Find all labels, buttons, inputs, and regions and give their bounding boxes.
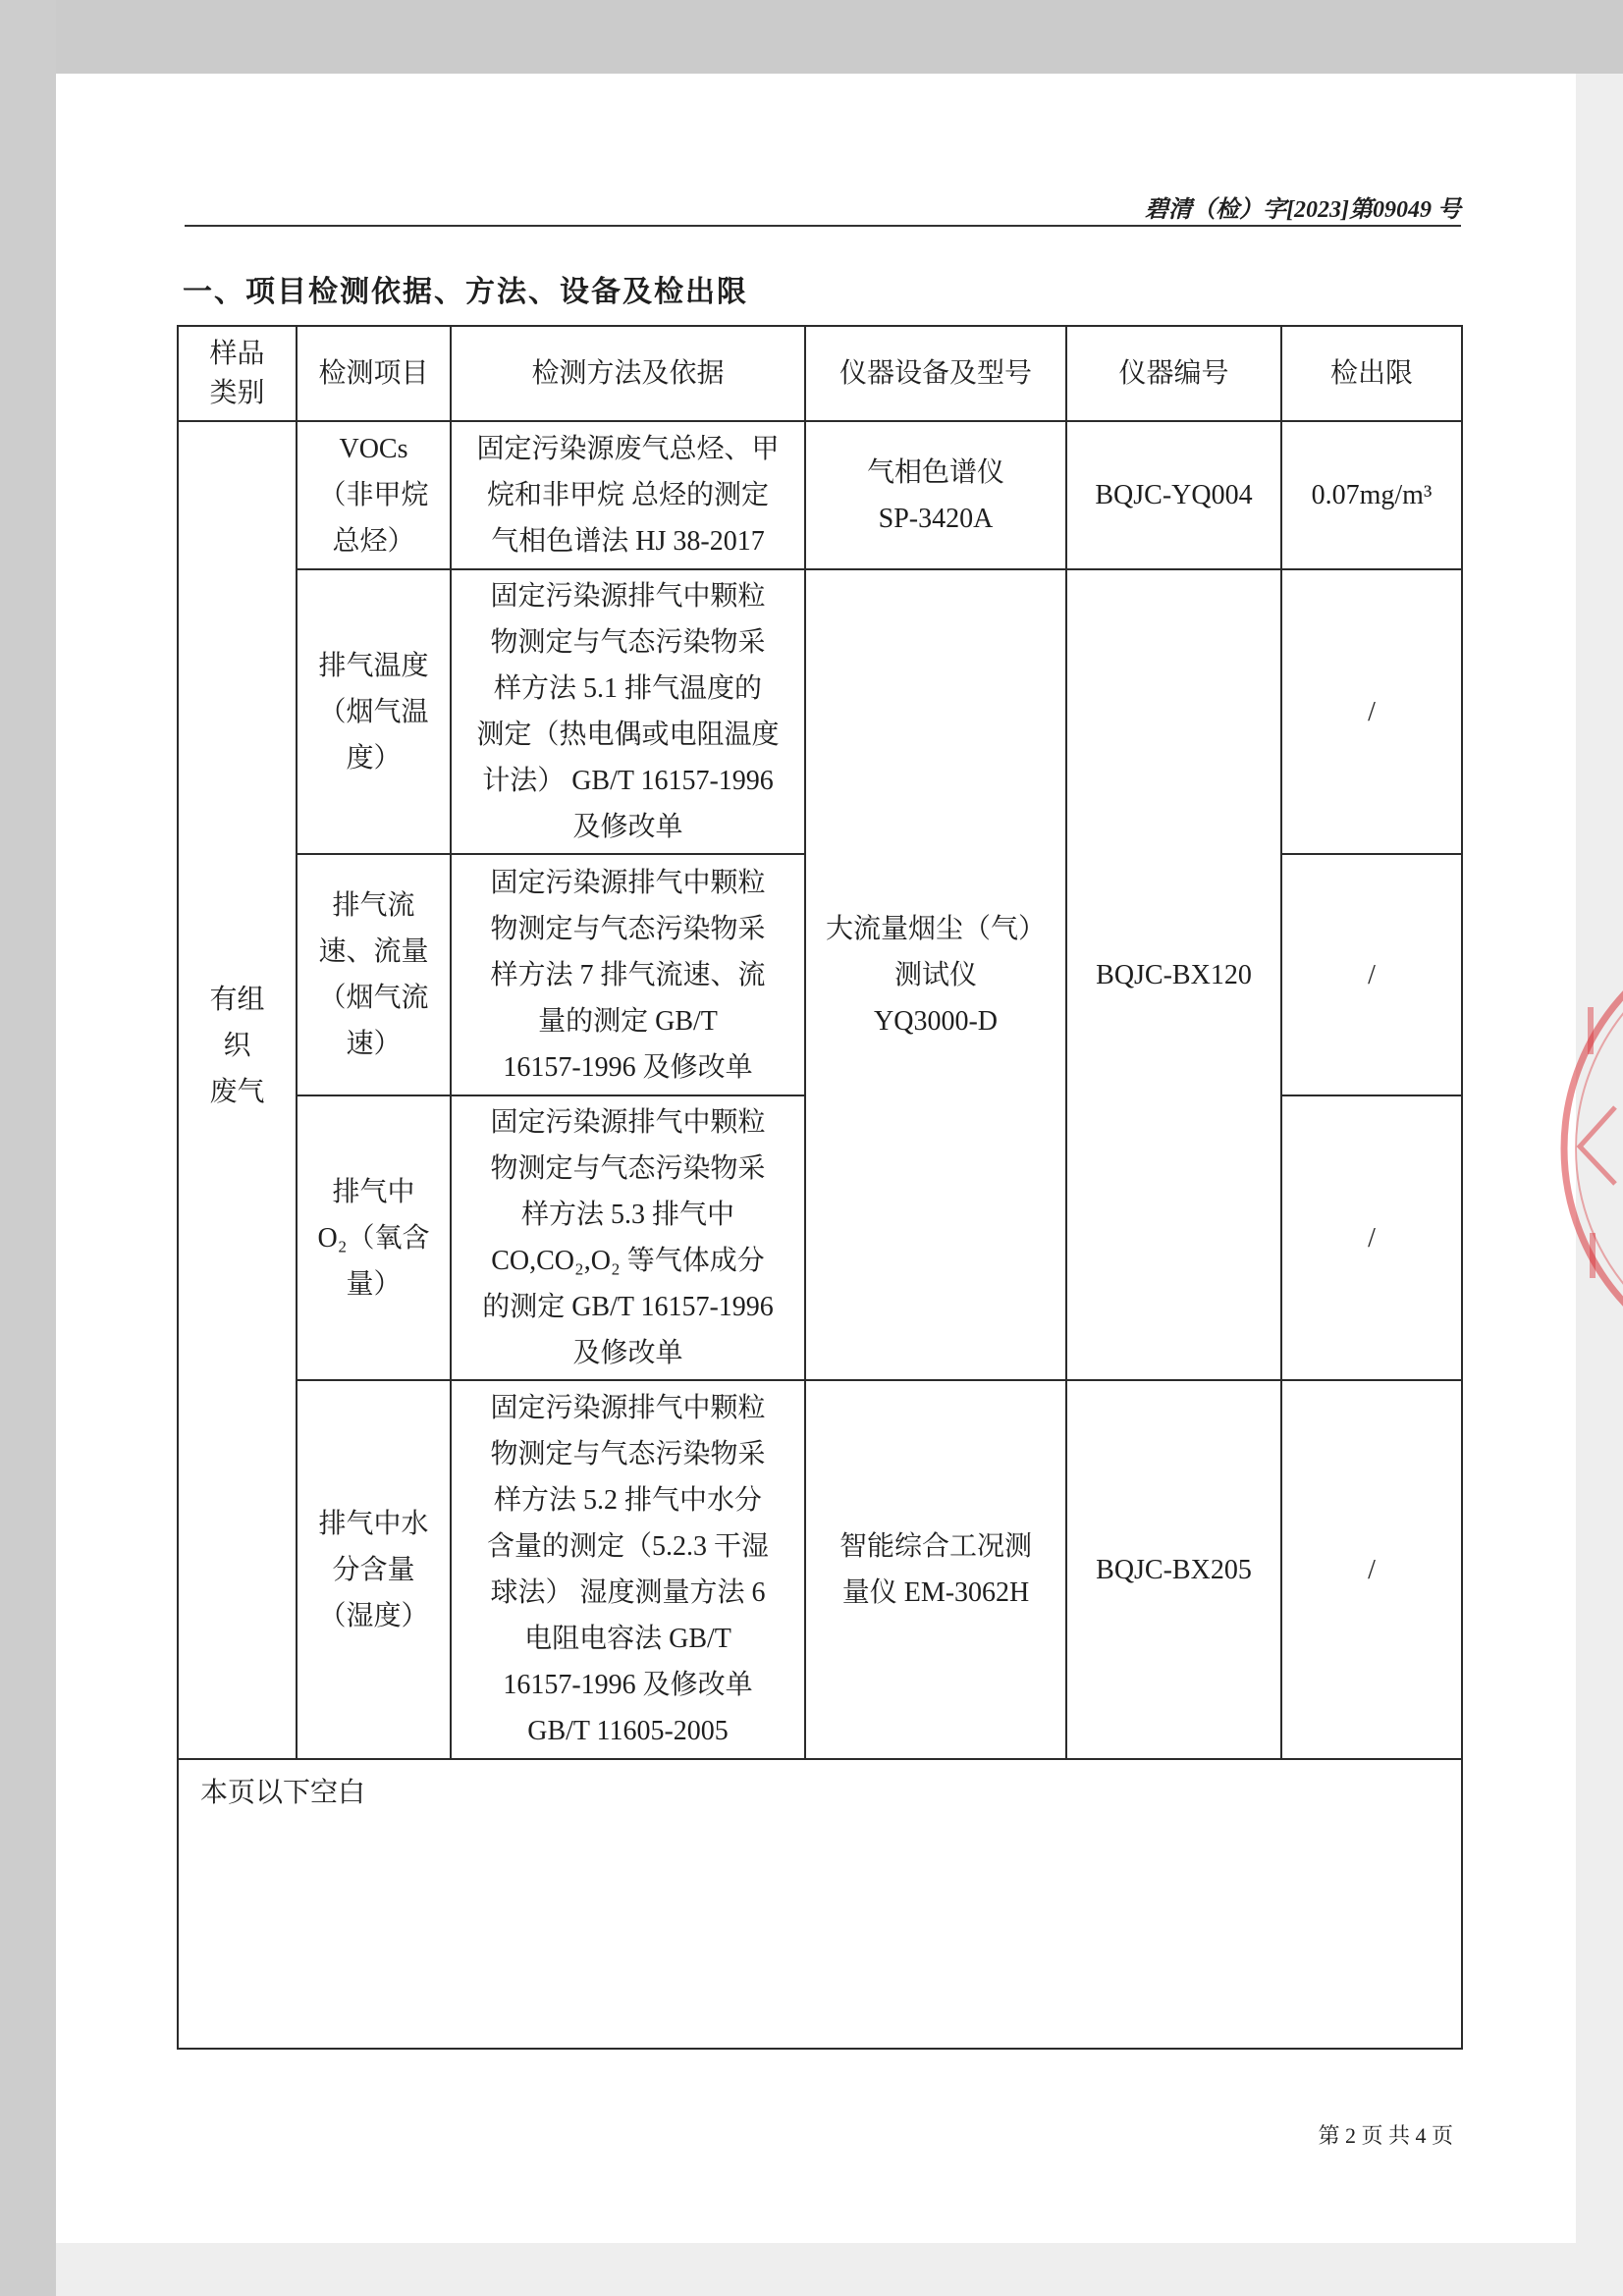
- header-test-item: 检测项目: [297, 326, 451, 421]
- table-header-row: [178, 326, 1462, 421]
- method-cell: 固定污染源排气中颗粒 物测定与气态污染物采 样方法 5.3 排气中 CO,CO₂,O₂ 等气体成分 的测定 GB/T 16157-1996 及修改单: [451, 1095, 805, 1380]
- test-item-cell: 排气中水 分含量 （湿度）: [297, 1380, 451, 1759]
- shared-instrument-cell: 大流量烟尘（气） 测试仪 YQ3000-D: [805, 569, 1066, 1380]
- header-detection-limit: 检出限: [1281, 326, 1462, 421]
- method-cell: 固定污染源废气总烃、甲 烷和非甲烷 总烃的测定 气相色谱法 HJ 38-2017: [451, 421, 805, 569]
- header-instrument: 仪器设备及型号: [805, 326, 1066, 421]
- detection-limit-cell: /: [1281, 569, 1462, 854]
- header-instrument-no: 仪器编号: [1066, 326, 1281, 421]
- table-row: [178, 421, 1462, 569]
- detection-basis-table: [177, 325, 1463, 2050]
- detection-limit-cell: /: [1281, 1095, 1462, 1380]
- method-cell: 固定污染源排气中颗粒 物测定与气态污染物采 样方法 5.1 排气温度的 测定（热电偶或电阻温度 计法） GB/T 16157-1996 及修改单: [451, 569, 805, 854]
- test-item-cell: 排气流 速、流量 （烟气流 速）: [297, 854, 451, 1095]
- blank-note: 本页以下空白: [178, 1759, 1462, 2049]
- instrument-no-cell: BQJC-BX205: [1066, 1380, 1281, 1759]
- method-cell: 固定污染源排气中颗粒 物测定与气态污染物采 样方法 7 排气流速、流 量的测定 GB/T 16157-1996 及修改单: [451, 854, 805, 1095]
- section-title: 一、项目检测依据、方法、设备及检出限: [183, 276, 748, 308]
- table-row: [178, 569, 1462, 854]
- header-sample-category: 样品 类别: [178, 326, 297, 421]
- detection-limit-cell: 0.07mg/m³: [1281, 421, 1462, 569]
- instrument-no-cell: BQJC-YQ004: [1066, 421, 1281, 569]
- detection-limit-cell: /: [1281, 1380, 1462, 1759]
- blank-row: [178, 1759, 1462, 2049]
- test-item-cell: VOCs （非甲烷 总烃）: [297, 421, 451, 569]
- report-number: 碧清（检）字[2023]第09049 号: [1145, 197, 1461, 223]
- seal-fragment: [1546, 982, 1623, 1315]
- table-row: [178, 1380, 1462, 1759]
- sample-category-cell: 有组 织 废气: [178, 421, 297, 1759]
- method-cell: 固定污染源排气中颗粒 物测定与气态污染物采 样方法 5.2 排气中水分 含量的测定（5.2.3 干湿 球法） 湿度测量方法 6 电阻电容法 GB/T 16157-1996 及修改单 GB/T 11605-2005: [451, 1380, 805, 1759]
- scan-border-top: [0, 0, 1623, 74]
- detection-limit-cell: /: [1281, 854, 1462, 1095]
- scan-border-left: [0, 0, 56, 2296]
- instrument-cell: 气相色谱仪 SP-3420A: [805, 421, 1066, 569]
- page-number: 第 2 页 共 4 页: [1318, 2123, 1453, 2148]
- header-method: 检测方法及依据: [451, 326, 805, 421]
- shared-instrument-no-cell: BQJC-BX120: [1066, 569, 1281, 1380]
- test-item-cell: 排气温度 （烟气温 度）: [297, 569, 451, 854]
- header-rule: [185, 225, 1461, 227]
- test-item-cell: 排气中 O₂（氧含 量）: [297, 1095, 451, 1380]
- instrument-cell: 智能综合工况测 量仪 EM-3062H: [805, 1380, 1066, 1759]
